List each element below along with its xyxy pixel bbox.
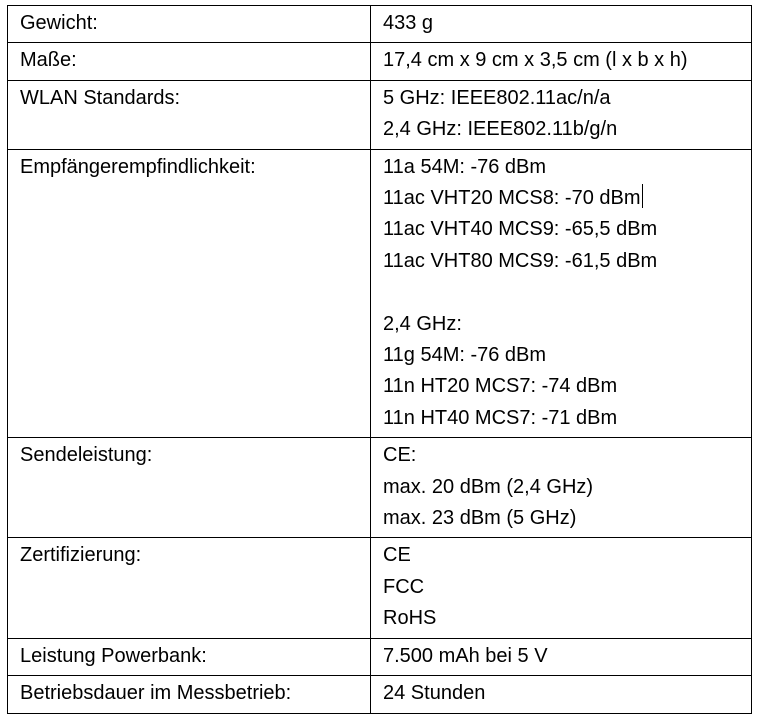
value-line: CE	[383, 544, 411, 567]
value-line: max. 20 dBm (2,4 GHz)	[383, 475, 594, 498]
row-value	[371, 43, 752, 80]
table-row	[8, 80, 752, 149]
value-text: 11ac VHT20 MCS8: -70 dBm	[383, 187, 641, 210]
row-value	[371, 638, 752, 675]
value-line: 11n HT20 MCS7: -74 dBm	[383, 375, 618, 398]
row-value	[371, 538, 752, 638]
value-line: FCC	[383, 575, 425, 598]
row-label: Zertifizierung:	[8, 538, 371, 638]
table-row	[8, 43, 752, 80]
row-label: WLAN Standards:	[8, 80, 371, 149]
value-line: 7.500 mAh bei 5 V	[383, 644, 548, 667]
table-row	[8, 149, 752, 438]
value-line: 11n HT40 MCS7: -71 dBm	[383, 406, 618, 429]
table-row	[8, 638, 752, 675]
value-line: 2,4 GHz: IEEE802.11b/g/n	[383, 118, 618, 141]
table-row	[8, 438, 752, 538]
value-line: 5 GHz: IEEE802.11ac/n/a	[383, 86, 611, 109]
row-value	[371, 438, 752, 538]
value-line: 433 g	[383, 12, 434, 34]
value-line: 2,4 GHz:	[383, 312, 462, 335]
row-label: Betriebsdauer im Messbetrieb:	[8, 676, 371, 713]
table-row	[8, 676, 752, 713]
row-label: Sendeleistung:	[8, 438, 371, 538]
value-line: CE:	[383, 444, 417, 467]
table-row	[8, 6, 752, 43]
value-line: 11a 54M: -76 dBm	[383, 155, 547, 178]
value-line: 17,4 cm x 9 cm x 3,5 cm (l x b x h)	[383, 49, 688, 72]
row-label: Empfängerempfindlichkeit:	[8, 149, 371, 438]
table-row	[8, 538, 752, 638]
row-value	[371, 676, 752, 713]
row-label: Leistung Powerbank:	[8, 638, 371, 675]
value-line: 11ac VHT80 MCS9: -61,5 dBm	[383, 249, 658, 272]
value-line	[383, 183, 739, 214]
spec-table	[7, 5, 752, 714]
row-value	[371, 6, 752, 43]
value-line: 24 Stunden	[383, 682, 486, 705]
value-line: 11g 54M: -76 dBm	[383, 344, 547, 367]
text-cursor	[642, 184, 643, 208]
value-line: max. 23 dBm (5 GHz)	[383, 507, 577, 530]
value-line: RoHS	[383, 607, 437, 630]
blank-line	[383, 277, 739, 308]
row-value	[371, 149, 752, 438]
row-value	[371, 80, 752, 149]
row-label: Maße:	[8, 43, 371, 80]
row-label: Gewicht:	[8, 6, 371, 43]
value-line: 11ac VHT40 MCS9: -65,5 dBm	[383, 218, 658, 241]
